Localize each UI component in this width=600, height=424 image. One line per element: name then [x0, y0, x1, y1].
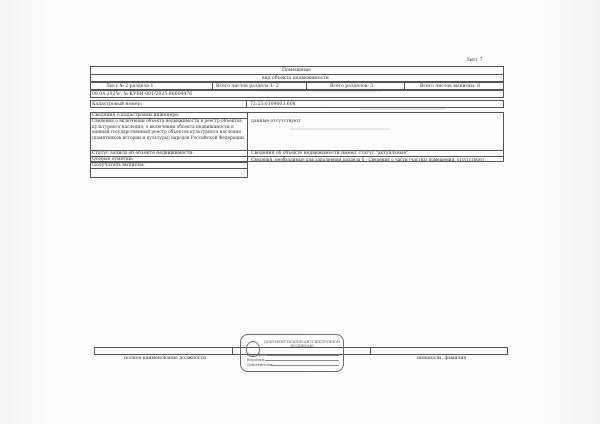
stamp-line [265, 360, 339, 361]
total-sections: Всего разделов: 3 [330, 84, 374, 89]
stamp-line [267, 355, 339, 356]
stamp-title: ДОКУМЕНТ ПОДПИСАН ЭЛЕКТРОННОЙ ПОДПИСЬЮ [264, 340, 340, 348]
divider [90, 74, 504, 75]
divider [90, 168, 248, 169]
divider [404, 82, 405, 90]
special-marks-label: Особые отметки: [92, 157, 134, 162]
stamp-valid: Действителен: [247, 363, 274, 367]
scan-artifact [360, 108, 445, 110]
total-sheets: Всего листов выписки: 8 [420, 84, 481, 89]
position-caption: полное наименование должности [124, 356, 207, 361]
cadastral-label: Кадастровый номер: [92, 102, 143, 107]
sheet-number: Лист 7 [466, 58, 483, 63]
cadastral-value: 72:23:0109003:608 [250, 102, 296, 107]
cadastral-row [90, 100, 504, 108]
divider [246, 100, 247, 108]
stamp-certificate: Сертификат: [247, 353, 270, 357]
special-marks-value: Сведения, необходимые для заполнения раздела 8 - Сведения о части (частях) помещения, отсутствуют [251, 157, 485, 162]
heritage-value: данные отсутствуют [251, 119, 301, 124]
electronic-signature-stamp [240, 334, 344, 372]
divider [370, 347, 371, 355]
object-kind-caption: вид объекта недвижимости [262, 76, 329, 81]
heritage-label: Сведения о включении объекта недвижимости в реестр объектов культурного наследия; о включении объекта недвижимости в единый государственный реестр объектов культурного наследия (памятников истории и культуры) народов Российской Федерации [92, 119, 244, 141]
stamp-line [271, 365, 339, 366]
divider [212, 82, 213, 90]
engineer-label: Сведения о кадастровом инженере: [92, 113, 180, 118]
status-label: Статус записи об объекте недвижимости: [92, 151, 194, 156]
name-caption: инициалы, фамилия [417, 356, 467, 361]
status-value: Сведения об объекте недвижимости имеют статус "актуальные" [251, 151, 409, 156]
sheets-in-section: Всего листов раздела 1: 2 [216, 84, 279, 89]
stamp-owner: Владелец: [247, 358, 266, 362]
divider [232, 347, 233, 355]
recipient-label: Получатель выписки: [92, 163, 145, 168]
sheet-of-section: Лист № 2 раздела 1 [106, 84, 154, 89]
request-date-number: 09.04.2025г. № КУВИ-001/2025-86604476 [92, 92, 193, 97]
object-kind-title: Помещение [282, 68, 311, 73]
divider [306, 82, 307, 90]
